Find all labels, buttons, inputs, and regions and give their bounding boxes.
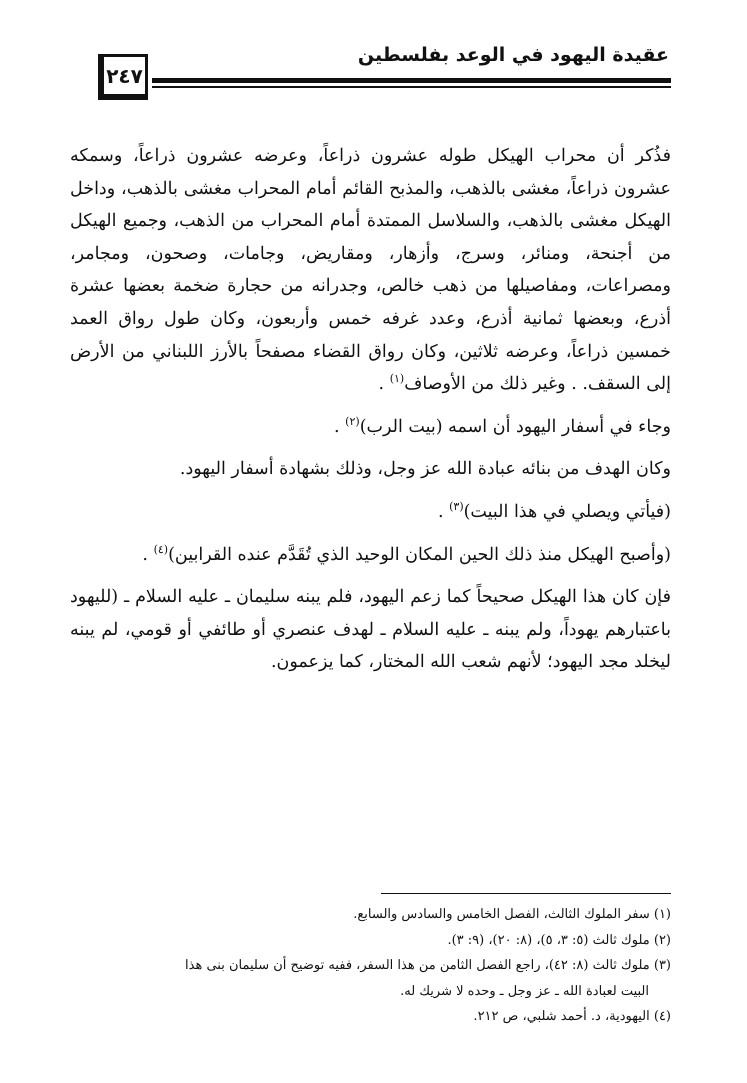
paragraph-1-text: فذُكر أن محراب الهيكل طوله عشرون ذراعاً، وعرضه عشرون ذراعاً، وسمكه عشرون ذراعاً، مغشى بالذهب، والمذبح القائم أمام المحراب مغشى بالذهب، وداخل الهيكل مغشى بالذهب، والسلاسل الممتدة أمام المحراب من الذهب، وجميع الهيكل من أجنحة، ومنائر، وسرج، وأزهار، ومقاريض، وجامات، وصحون، ومجامر، ومصراعات، ومفاصيلها من ذهب خالص، وجدرانه من حجارة ضخمة بعضها عشرة أذرع، وبعضها ثمانية أذرع، وعدد غرفه خمس وأربعون، وكان طول رواق العمد خمسين ذراعاً، وعرضه ثلاثين، وكان رواق القضاء مصفحاً بالأرز اللبناني من الأرض إلى السقف. . وغير ذلك من الأوصاف bbox=[70, 146, 671, 395]
paragraph-2-text: وجاء في أسفار اليهود أن اسمه (بيت الرب) bbox=[359, 416, 671, 437]
paragraph-2-end: . bbox=[334, 416, 346, 437]
page-number-box bbox=[98, 54, 148, 100]
running-header-title: عقيدة اليهود في الوعد بفلسطين bbox=[357, 44, 669, 66]
paragraph-4 bbox=[70, 496, 671, 529]
paragraph-5-end: . bbox=[142, 544, 154, 565]
header-rule-thick bbox=[152, 78, 671, 83]
paragraph-3: وكان الهدف من بنائه عبادة الله عز وجل، وذلك بشهادة أسفار اليهود. bbox=[179, 459, 671, 480]
footnote-2: (٢) ملوك ثالث (٥: ٣، ٥)، (٨: ٢٠)، (٩: ٣). bbox=[447, 932, 671, 948]
paragraph-1-end: . bbox=[378, 374, 390, 395]
footnote-ref-3: (٣) bbox=[449, 500, 464, 514]
footnote-ref-1: (١) bbox=[389, 372, 405, 386]
footnote-ref-4: (٤) bbox=[153, 542, 169, 556]
paragraph-1 bbox=[70, 140, 671, 401]
footnote-3-continued: البيت لعبادة الله ـ عز وجل ـ وحده لا شريك له. bbox=[400, 983, 649, 999]
paragraph-4-end: . bbox=[437, 501, 450, 522]
paragraph-4-text: (فيأتي ويصلي في هذا البيت) bbox=[463, 501, 671, 522]
footnote-separator bbox=[381, 893, 671, 894]
paragraph-5-text: (وأصبح الهيكل منذ ذلك الحين المكان الوحيد الذي تُقَدَّم عنده القرابين) bbox=[168, 544, 671, 565]
main-text bbox=[70, 140, 671, 679]
paragraph-6: فإن كان هذا الهيكل صحيحاً كما زعم اليهود، فلم يبنه سليمان ـ عليه السلام ـ (لليهود باعتبارهم يهوداً، ولم يبنه ـ عليه السلام ـ لهدف عنصري أو طائفي أو قومي، لم يبنه ليخلد مجد اليهود؛ لأنهم شعب الله المختار، كما يزعمون. bbox=[70, 587, 671, 673]
header-rule-thin bbox=[152, 86, 671, 88]
paragraph-5 bbox=[70, 539, 671, 572]
footnote-4: (٤) اليهودية، د. أحمد شلبي، ص ٢١٢. bbox=[473, 1009, 671, 1024]
paragraph-2 bbox=[70, 411, 671, 444]
page-number: ٢٤٧ bbox=[106, 63, 143, 88]
footnote-1: (١) سفر الملوك الثالث، الفصل الخامس والسادس والسابع. bbox=[353, 907, 671, 922]
footnote-3: (٣) ملوك ثالث (٨: ٤٢)، راجع الفصل الثامن من هذا السفر، ففيه توضيح أن سليمان بنى هذا bbox=[185, 958, 671, 973]
footnotes bbox=[80, 902, 671, 1030]
footnote-ref-2: (٢) bbox=[345, 414, 360, 428]
